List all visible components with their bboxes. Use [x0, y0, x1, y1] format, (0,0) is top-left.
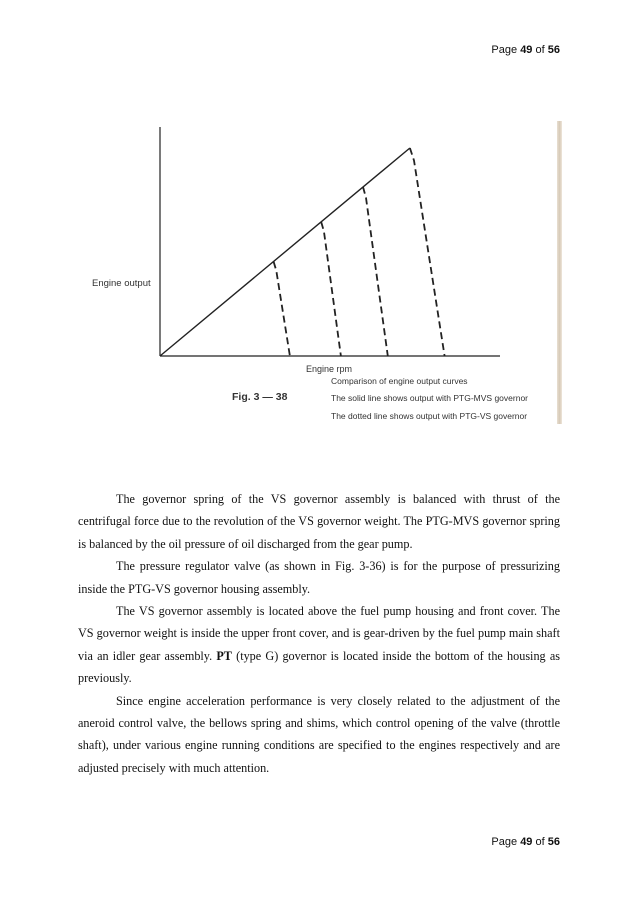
page-total: 56: [547, 44, 560, 56]
page-total: 56: [547, 836, 560, 848]
caption-dotted-line: The dotted line shows output with PTG-VS governor: [331, 411, 528, 421]
page-current: 49: [520, 44, 533, 56]
engine-output-figure: [0, 0, 638, 440]
dotted-output-curve-4: [410, 148, 445, 356]
paragraph-2: The pressure regulator valve (as shown in Fig. 3-36) is for the purpose of pressurizing inside the PTG-VS governor housing assembly.: [78, 559, 560, 596]
dotted-output-curve-1: [274, 262, 290, 356]
dotted-output-curve-3: [363, 187, 388, 356]
caption-solid-line: The solid line shows output with PTG-MVS governor: [331, 393, 529, 403]
page-footer-number: [491, 836, 560, 848]
figure-label: Fig. 3 — 38: [232, 391, 288, 403]
paragraph-3: [78, 600, 560, 690]
paragraph-3-bold: PT: [216, 648, 232, 663]
paragraph-4: Since engine acceleration performance is very closely related to the adjustment of the aneroid control valve, the bellows spring and shims, which control opening of the valve (throttle shaft), under various engine running conditions are specified to the engines respectively and are adjusted precisely with much attention.: [78, 693, 560, 775]
page-of: of: [535, 44, 545, 56]
page-of: of: [535, 836, 545, 848]
y-axis-label: Engine output: [92, 278, 151, 289]
page-current: 49: [520, 836, 533, 848]
page-prefix: Page: [491, 44, 518, 56]
paragraph-3-text-b: (type G) governor is located inside the bottom of the housing as previously.: [78, 648, 560, 686]
x-axis-label: Engine rpm: [306, 364, 353, 374]
body-text: [78, 488, 560, 779]
paragraph-3-text-a: The VS governor assembly is located above the fuel pump housing and front cover. The VS governor weight is inside the upper front cover, and is gear-driven by the fuel pump main shaft via an idler gear assembly.: [78, 604, 560, 663]
solid-output-curve: [160, 148, 410, 356]
caption-title: Comparison of engine output curves: [331, 376, 468, 386]
paragraph-1: The governor spring of the VS governor assembly is balanced with thrust of the centrifugal force due to the revolution of the VS governor weight. The PTG-MVS governor spring is balanced by the oil pressure of oil discharged from the gear pump.: [78, 492, 560, 551]
page-prefix: Page: [491, 836, 518, 848]
engine-output-chart: [0, 0, 638, 440]
scan-edge-shadow: [557, 121, 562, 424]
dotted-output-curve-2: [321, 222, 341, 356]
